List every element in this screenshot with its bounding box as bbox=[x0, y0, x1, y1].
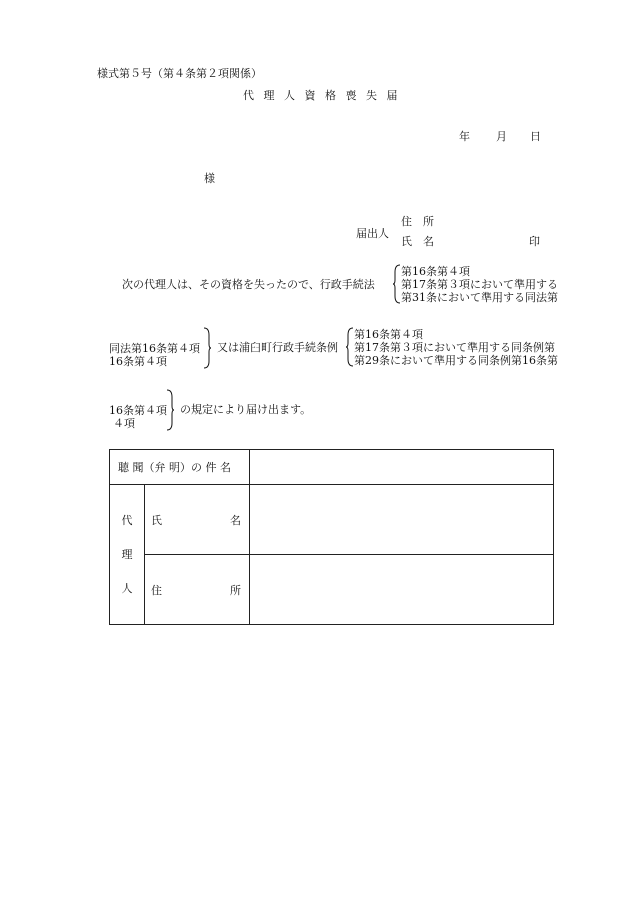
brace3-option: 第16条第４項 bbox=[354, 328, 423, 341]
brace4-options bbox=[109, 404, 167, 430]
brace3-options bbox=[354, 328, 558, 367]
brace4-option: ４項 bbox=[113, 417, 135, 430]
body-closing-text: の規定により届け出ます。 bbox=[180, 403, 312, 416]
agent-label: 代 理 人 bbox=[110, 485, 145, 625]
date-year: 年 bbox=[459, 130, 470, 143]
right-brace-icon bbox=[203, 327, 211, 369]
agent-name-input-cell[interactable] bbox=[250, 485, 554, 555]
agent-address-input-cell[interactable] bbox=[250, 555, 554, 625]
form-number: 様式第５号（第４条第２項関係） bbox=[97, 67, 262, 80]
date-month: 月 bbox=[496, 130, 507, 143]
agent-name-label: 氏 名 bbox=[145, 485, 250, 555]
applicant-name-label: 氏 名 bbox=[401, 235, 434, 248]
brace1-option: 第17条第３項において準用する bbox=[401, 278, 558, 291]
right-brace-icon bbox=[166, 389, 174, 431]
left-brace-icon bbox=[346, 327, 354, 367]
brace3-option: 第29条において準用する同条例第16条第 bbox=[354, 354, 558, 367]
brace1-option: 第16条第４項 bbox=[401, 265, 470, 278]
table-row bbox=[110, 450, 554, 485]
table-row bbox=[110, 485, 554, 555]
agent-address-label: 住 所 bbox=[145, 555, 250, 625]
brace3-option: 第17条第３項において準用する同条例第 bbox=[354, 341, 555, 354]
brace1-options bbox=[401, 265, 558, 304]
subject-input-cell[interactable] bbox=[250, 450, 554, 485]
applicant-label: 届出人 bbox=[356, 227, 389, 240]
brace2-options bbox=[109, 342, 200, 368]
applicant-address-label: 住 所 bbox=[401, 215, 434, 228]
page-title: 代 理 人 資 格 喪 失 届 bbox=[243, 89, 398, 102]
body-line1-text: 次の代理人は、その資格を失ったので、行政手続法 bbox=[122, 278, 375, 291]
brace2-option: 16条第４項 bbox=[109, 355, 167, 368]
table-row bbox=[110, 555, 554, 625]
brace4-option: 16条第４項 bbox=[109, 404, 167, 417]
addressee-suffix: 様 bbox=[204, 172, 215, 185]
seal-mark: 印 bbox=[529, 235, 540, 248]
subject-label: 聴 聞（弁 明）の 件 名 bbox=[110, 450, 250, 485]
hearing-form-table bbox=[109, 449, 554, 625]
body-middle-text: 又は浦臼町行政手続条例 bbox=[217, 341, 338, 354]
brace1-option: 第31条において準用する同法第 bbox=[401, 291, 558, 304]
brace2-option: 同法第16条第４項 bbox=[109, 342, 200, 355]
date-day: 日 bbox=[530, 130, 541, 143]
left-brace-icon bbox=[393, 264, 401, 304]
